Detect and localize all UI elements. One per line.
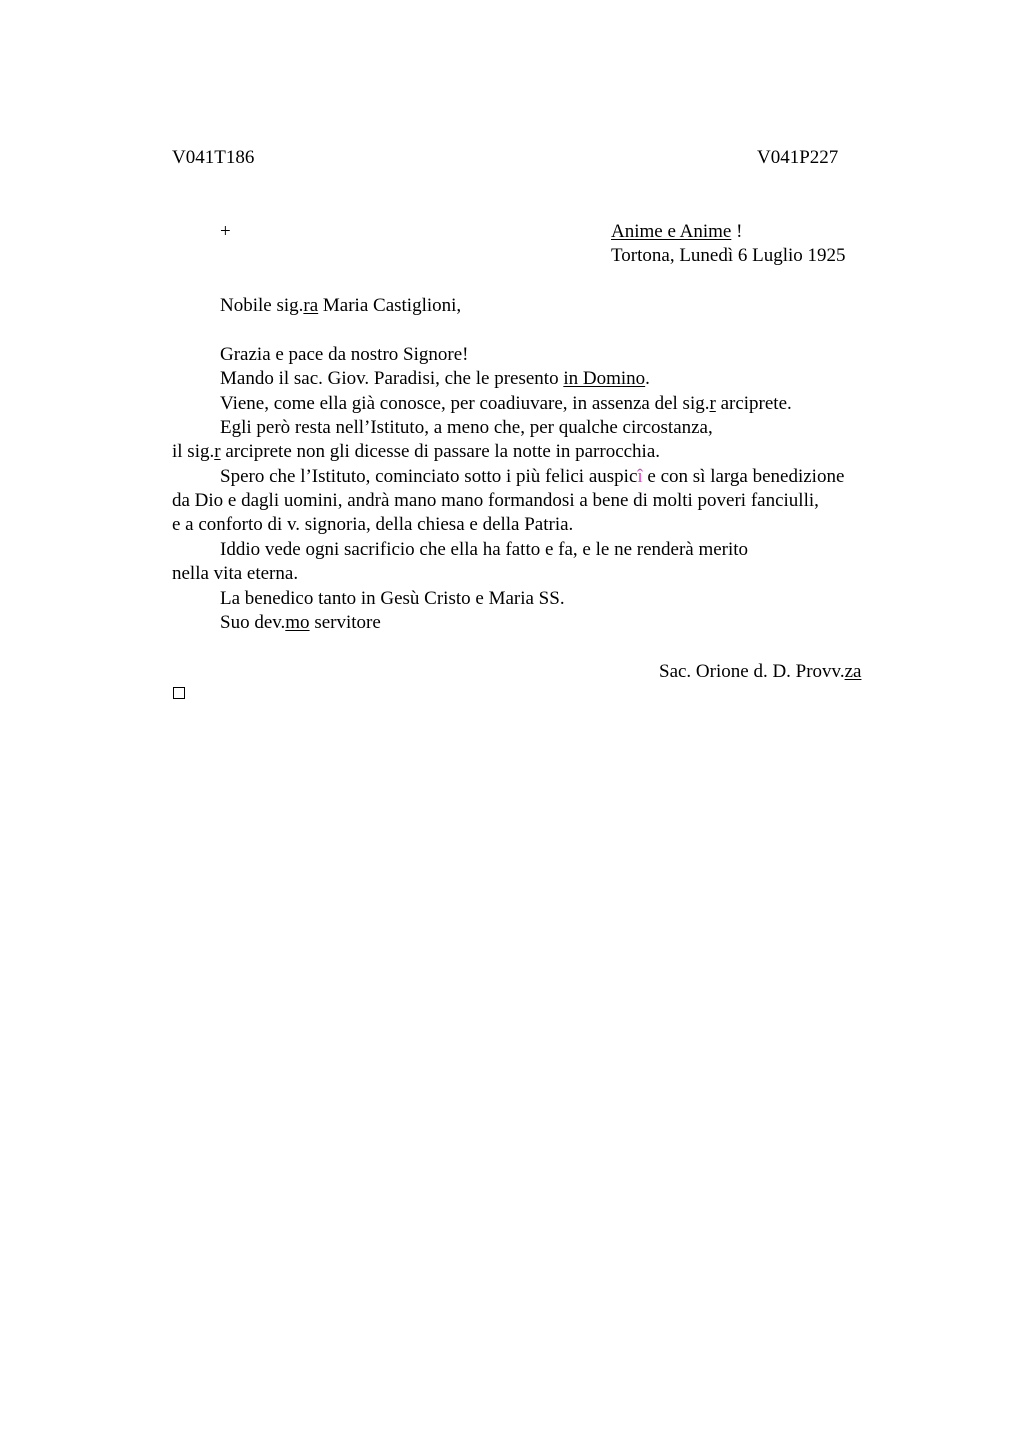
underlined-abbr: mo bbox=[285, 612, 310, 633]
text-segment: Spero che l’Istituto, cominciato sotto i più felici auspic bbox=[220, 466, 638, 487]
text-segment: Mando il sac. Giov. Paradisi, che le presento bbox=[220, 368, 564, 389]
body-line: Egli però resta nell’Istituto, a meno che, per qualche circostanza, bbox=[220, 417, 713, 438]
underlined-abbr: r bbox=[709, 393, 716, 414]
text-segment: Viene, come ella già conosce, per coadiuvare, in assenza del sig. bbox=[220, 393, 710, 414]
text-segment: . bbox=[645, 368, 650, 389]
signature bbox=[659, 660, 861, 684]
text-segment: e con sì larga benedizione bbox=[642, 466, 845, 487]
body-line bbox=[220, 392, 792, 416]
cross-symbol: + bbox=[220, 221, 231, 242]
header-right-code: V041P227 bbox=[757, 147, 839, 168]
text-segment: arciprete non gli dicesse di passare la notte in parrocchia. bbox=[220, 441, 661, 462]
signature-abbr: za bbox=[844, 661, 862, 682]
place-date: Tortona, Lunedì 6 Luglio 1925 bbox=[611, 245, 846, 266]
salutation bbox=[220, 294, 461, 318]
end-square-icon bbox=[173, 687, 185, 699]
body-line: La benedico tanto in Gesù Cristo e Maria SS. bbox=[220, 588, 565, 609]
salutation-start: Nobile sig. bbox=[220, 295, 304, 316]
highlighted-char: î bbox=[637, 466, 643, 487]
underlined-abbr: r bbox=[214, 441, 221, 462]
motto-suffix: ! bbox=[731, 221, 743, 242]
signature-text: Sac. Orione d. D. Provv. bbox=[659, 661, 845, 682]
text-segment: servitore bbox=[309, 612, 381, 633]
body-line: Iddio vede ogni sacrificio che ella ha fatto e fa, e le ne renderà merito bbox=[220, 539, 749, 560]
salutation-abbr: ra bbox=[303, 295, 319, 316]
text-segment: il sig. bbox=[172, 441, 215, 462]
body-line bbox=[220, 465, 844, 489]
body-line: Grazia e pace da nostro Signore! bbox=[220, 344, 469, 365]
salutation-end: Maria Castiglioni, bbox=[318, 295, 462, 316]
body-line: nella vita eterna. bbox=[172, 563, 299, 584]
body-line: da Dio e dagli uomini, andrà mano mano formandosi a bene di molti poveri fanciulli, bbox=[172, 490, 819, 511]
motto bbox=[611, 220, 742, 244]
body-line bbox=[220, 367, 650, 391]
text-segment: Suo dev. bbox=[220, 612, 286, 633]
closing bbox=[220, 611, 381, 635]
text-segment: arciprete. bbox=[715, 393, 792, 414]
underlined-phrase: in Domino bbox=[563, 368, 646, 389]
body-line: e a conforto di v. signoria, della chiesa e della Patria. bbox=[172, 514, 574, 535]
motto-text: Anime e Anime bbox=[611, 221, 732, 242]
header-left-code: V041T186 bbox=[172, 147, 255, 168]
body-line bbox=[172, 440, 660, 464]
